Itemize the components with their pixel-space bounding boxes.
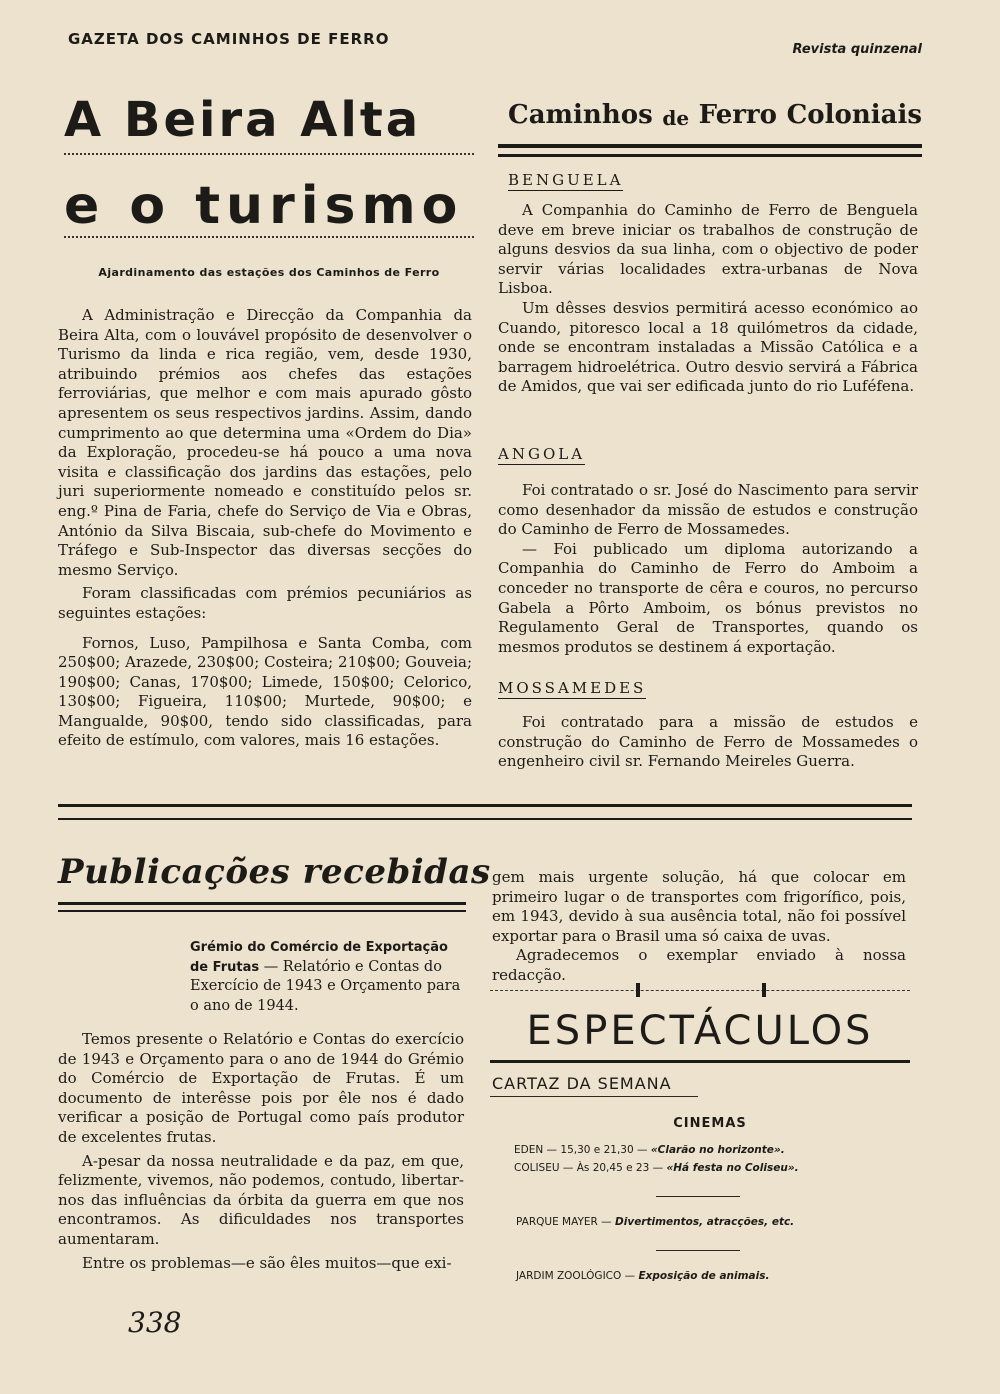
angola-section bbox=[498, 444, 918, 657]
cinema-listing bbox=[514, 1144, 785, 1156]
title-dotted-rule-2 bbox=[64, 236, 474, 238]
venue-name: COLISEU bbox=[514, 1162, 560, 1174]
publicacoes-continuation bbox=[492, 868, 906, 986]
venue-name: EDEN bbox=[514, 1144, 544, 1156]
publicacoes-body bbox=[58, 1030, 464, 1273]
venue-listing bbox=[516, 1270, 769, 1282]
section-label-mossamedes: MOSSAMEDES bbox=[498, 679, 647, 697]
magazine-frequency: Revista quinzenal bbox=[792, 42, 922, 57]
colonial-title-word: Coloniais bbox=[786, 100, 922, 130]
beira-paragraph: Foram classificadas com prémios pecuniários as seguintes estações: bbox=[58, 584, 472, 622]
benguela-paragraph: A Companhia do Caminho de Ferro de Benguela deve em breve iniciar os trabalhos de construção de alguns desvios da sua linha, com o objectivo de poder servir várias localidades extra-urbanas de Nova Lisboa. bbox=[498, 201, 918, 298]
colonial-title bbox=[508, 100, 922, 130]
listing-divider bbox=[656, 1250, 740, 1251]
angola-paragraph: Foi contratado o sr. José do Nascimento para servir como desenhador da missão de estudos e construção do Caminho de Ferro de Mossamedes. bbox=[498, 481, 918, 539]
venue-details: — 15,30 e 21,30 — bbox=[543, 1144, 651, 1156]
angola-paragraph: — Foi publicado um diploma autorizando a Companhia do Caminho de Ferro do Amboim a conceder no transporte de cêra e couros, no percurso Gabela a Pôrto Amboim, os bónus previstos no Regulamento Geral de Transportes, quando os mesmos produtos se destinem á exportação. bbox=[498, 539, 918, 656]
venue-show: Divertimentos, atracções, etc. bbox=[615, 1216, 795, 1228]
mossamedes-paragraph: Foi contratado para a missão de estudos e construção do Caminho de Ferro de Mossamedes o engenheiro civil sr. Fernando Meireles Guerra. bbox=[498, 713, 918, 771]
venue-listing bbox=[516, 1216, 794, 1228]
beira-title-line2: e o turismo bbox=[64, 176, 464, 236]
cinema-listing bbox=[514, 1162, 799, 1174]
page-number: 338 bbox=[128, 1306, 182, 1339]
publicacoes-rule-1 bbox=[58, 902, 466, 905]
publicacoes-paragraph: A-pesar da nossa neutralidade e da paz, em que, felizmente, vivemos, não podemos, contudo, libertar-nos das influências da órbita da guerra em que nos encontramos. As dificuldades nos transportes aumentaram. bbox=[58, 1151, 464, 1248]
venue-show: «Há festa no Coliseu». bbox=[666, 1162, 799, 1174]
ornament-mark-left bbox=[636, 983, 640, 997]
colonial-rule-bottom bbox=[498, 154, 922, 157]
colonial-title-word: de bbox=[662, 106, 690, 130]
section-separator-bottom bbox=[58, 818, 912, 820]
publicacoes-rule-2 bbox=[58, 910, 466, 912]
venue-show: Exposição de animais. bbox=[638, 1270, 770, 1282]
beira-paragraph: A Administração e Direcção da Companhia da Beira Alta, com o louvável propósito de desenvolver o Turismo da linda e rica região, vem, desde 1930, atribuindo prémios aos chefes das estações ferroviárias, que melhor e com mais apurado gôsto apresentem os seus respectivos jardins. Assim, dando cumprimento ao que determina uma «Ordem do Dia» da Exploração, procedeu-se há pouco a uma nova visita e classificação dos jardins das estações, pelo juri superiormente nomeado e constituído pelos sr. eng.º Pina de Faria, chefe do Serviço de Via e Obras, António da Silva Biscaia, sub-chefe do Movimento e Tráfego e Sub-Inspector das diversas secções do mesmo Serviço. bbox=[58, 306, 472, 579]
cinemas-label: CINEMAS bbox=[673, 1116, 747, 1131]
cartaz-subtitle: CARTAZ DA SEMANA bbox=[492, 1074, 672, 1093]
venue-details: — Às 20,45 e 23 — bbox=[559, 1162, 667, 1174]
publicacoes-paragraph: Temos presente o Relatório e Contas do exercício de 1943 e Orçamento para o ano de 1944 do Grémio do Comércio de Exportação de Frutas. É um documento de interêsse pois por êle nos é dado verificar a posição de Portugal como país produtor de excelentes frutas. bbox=[58, 1030, 464, 1146]
mossamedes-section bbox=[498, 678, 918, 772]
colonial-title-word: Ferro bbox=[698, 100, 777, 130]
colonial-title-word: Caminhos bbox=[508, 100, 653, 130]
espectaculos-rule bbox=[490, 1060, 910, 1063]
publicacoes-entry-title: Grémio do Comércio de Exportação de Frutas bbox=[190, 940, 448, 975]
section-label-benguela: BENGUELA bbox=[508, 171, 624, 189]
publicacoes-title: Publicações recebidas bbox=[58, 852, 491, 892]
beira-body bbox=[58, 306, 472, 751]
espectaculos-title: ESPECTÁCULOS bbox=[526, 1008, 874, 1054]
continuation-paragraph: gem mais urgente solução, há que colocar em primeiro lugar o de transportes com frigorífico, pois, em 1943, devido à sua ausência total, não foi possível exportar para o Brasil uma só caixa de uvas. bbox=[492, 868, 906, 945]
magazine-title: GAZETA DOS CAMINHOS DE FERRO bbox=[68, 30, 390, 48]
section-label-angola: ANGOLA bbox=[498, 445, 586, 463]
ornamental-rule bbox=[490, 990, 910, 991]
cartaz-underline bbox=[490, 1096, 698, 1097]
venue-details: — bbox=[597, 1216, 616, 1228]
publicacoes-entry bbox=[190, 938, 464, 1016]
venue-show: «Clarão no horizonte». bbox=[650, 1144, 785, 1156]
continuation-paragraph: Agradecemos o exemplar enviado à nossa redacção. bbox=[492, 946, 906, 984]
beira-title-line1: A Beira Alta bbox=[64, 92, 422, 148]
beira-subtitle: Ajardinamento das estações dos Caminhos de Ferro bbox=[98, 266, 440, 279]
venue-name: JARDIM ZOOLÓGICO bbox=[516, 1270, 622, 1282]
section-separator-top bbox=[58, 804, 912, 807]
publicacoes-paragraph: Entre os problemas—e são êles muitos—que exi- bbox=[82, 1253, 452, 1272]
venue-name: PARQUE MAYER bbox=[516, 1216, 598, 1228]
title-dotted-rule-1 bbox=[64, 153, 474, 155]
ornament-mark-right bbox=[762, 983, 766, 997]
venue-details: — bbox=[621, 1270, 639, 1282]
beira-paragraph: Fornos, Luso, Pampilhosa e Santa Comba, com 250$00; Arazede, 230$00; Costeira; 210$00; Gouveia; 190$00; Canas, 170$00; Limede, 150$00; Celorico, 130$00; Figueira, 110$00; Murtede, 90$00; e Mangualde, 90$00, tendo sido classificadas, para efeito de estímulo, com valores, mais 16 estações. bbox=[58, 633, 472, 750]
listing-divider bbox=[656, 1196, 740, 1197]
benguela-paragraph: Um dêsses desvios permitirá acesso económico ao Cuando, pitoresco local a 18 quilómetros da cidade, onde se encontram instaladas a Missão Católica e a barragem hidroelétrica. Outro desvio servirá a Fábrica de Amidos, que vai ser edificada junto do rio Luféfena. bbox=[498, 298, 918, 396]
colonial-rule-top bbox=[498, 144, 922, 148]
publicacoes-entry-desc: — Relatório e Contas do Exercício de 1943 e Orçamento para o ano de 1944. bbox=[190, 958, 461, 1014]
benguela-section bbox=[498, 170, 918, 397]
